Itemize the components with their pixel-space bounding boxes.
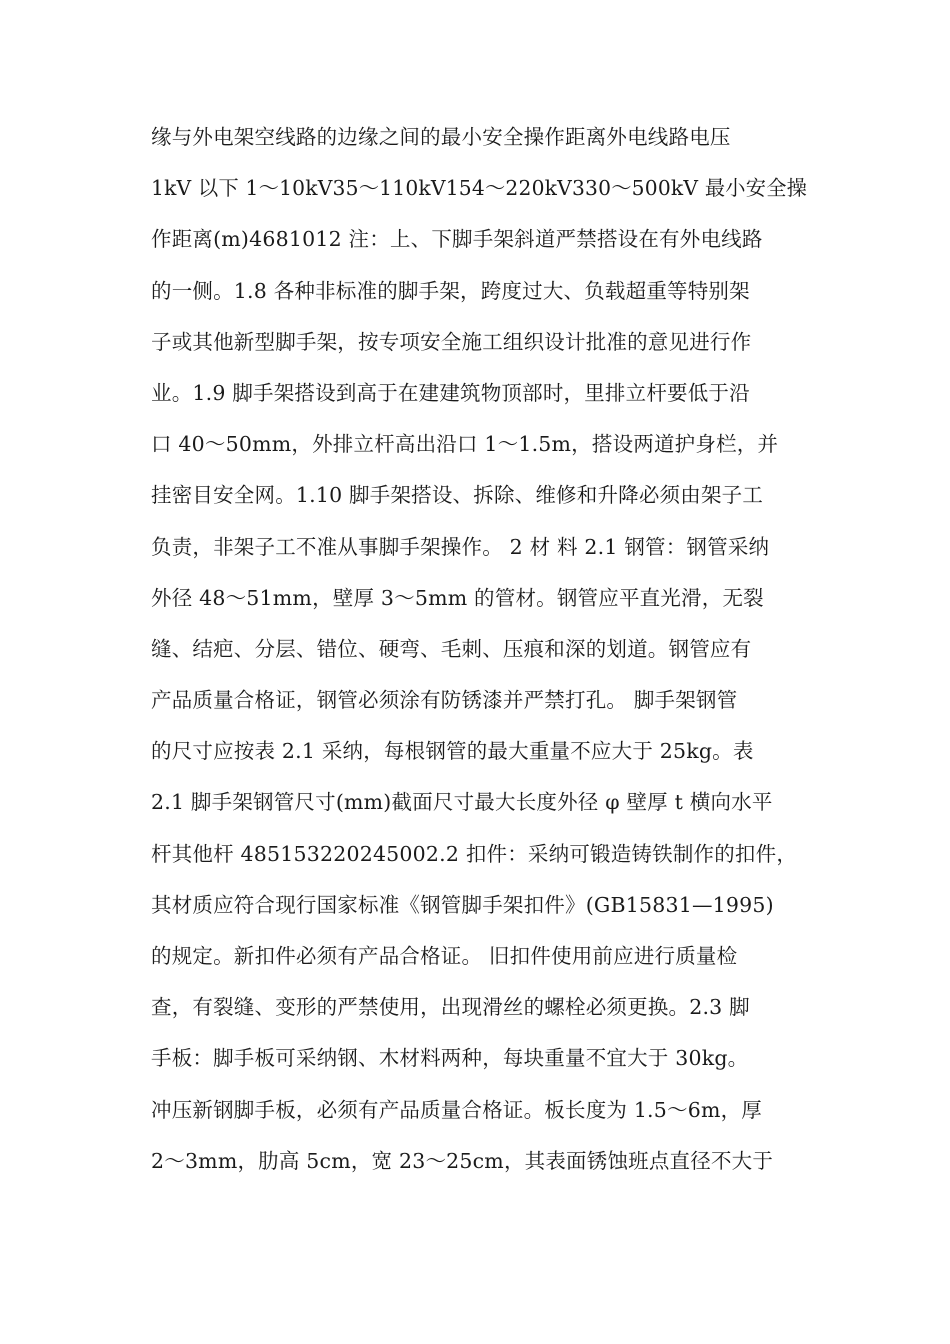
- text-line: 缝、结疤、分层、错位、硬弯、毛刺、压痕和深的划道。钢管应有: [151, 636, 752, 661]
- text-line: 作距离(m)4681012 注：上、下脚手架斜道严禁搭设在有外电线路: [151, 227, 763, 252]
- body-text: [151, 112, 811, 1187]
- text-line: 业。1.9 脚手架搭设到高于在建建筑物顶部时，里排立杆要低于沿: [151, 380, 750, 405]
- text-line: 手板：脚手板可采纳钢、木材料两种，每块重量不宜大于 30kg。: [151, 1046, 749, 1071]
- text-line: 冲压新钢脚手板，必须有产品质量合格证。板长度为 1.5～6m，厚: [151, 1097, 762, 1122]
- text-line: 口 40～50mm，外排立杆高出沿口 1～1.5m，搭设两道护身栏，并: [151, 432, 779, 457]
- text-line: 的尺寸应按表 2.1 采纳，每根钢管的最大重量不应大于 25kg。表: [151, 739, 754, 764]
- text-line: 查，有裂缝、变形的严禁使用，出现滑丝的螺栓必须更换。2.3 脚: [151, 995, 750, 1020]
- text-line: 其材质应符合现行国家标准《钢管脚手架扣件》(GB15831—1995): [151, 892, 774, 917]
- text-line: 1kV 以下 1～10kV35～110kV154～220kV330～500kV 最小安全操: [151, 176, 808, 201]
- text-line: 的规定。新扣件必须有产品合格证。 旧扣件使用前应进行质量检: [151, 944, 738, 968]
- text-line: 产品质量合格证，钢管必须涂有防锈漆并严禁打孔。 脚手架钢管: [151, 688, 738, 713]
- text-line: 缘与外电架空线路的边缘之间的最小安全操作距离外电线路电压: [151, 125, 731, 149]
- text-line: 杆其他杆 485153220245002.2 扣件：采纳可锻造铸铁制作的扣件，: [151, 841, 798, 866]
- text-line: 子或其他新型脚手架，按专项安全施工组织设计批准的意见进行作: [151, 329, 752, 354]
- text-line: 2.1 脚手架钢管尺寸(mm)截面尺寸最大长度外径 φ 壁厚 t 横向水平: [151, 790, 773, 815]
- text-line: 挂密目安全网。1.10 脚手架搭设、拆除、维修和升降必须由架子工: [151, 483, 764, 508]
- text-line: 2～3mm，肋高 5cm，宽 23～25cm，其表面锈蚀班点直径不大于: [151, 1148, 774, 1173]
- text-line: 外径 48～51mm，壁厚 3～5mm 的管材。钢管应平直光滑，无裂: [151, 585, 764, 610]
- text-line: 负责，非架子工不准从事脚手架操作。 2 材 料 2.1 钢管：钢管采纳: [151, 534, 770, 559]
- text-line: 的一侧。1.8 各种非标准的脚手架，跨度过大、负载超重等特别架: [151, 278, 750, 303]
